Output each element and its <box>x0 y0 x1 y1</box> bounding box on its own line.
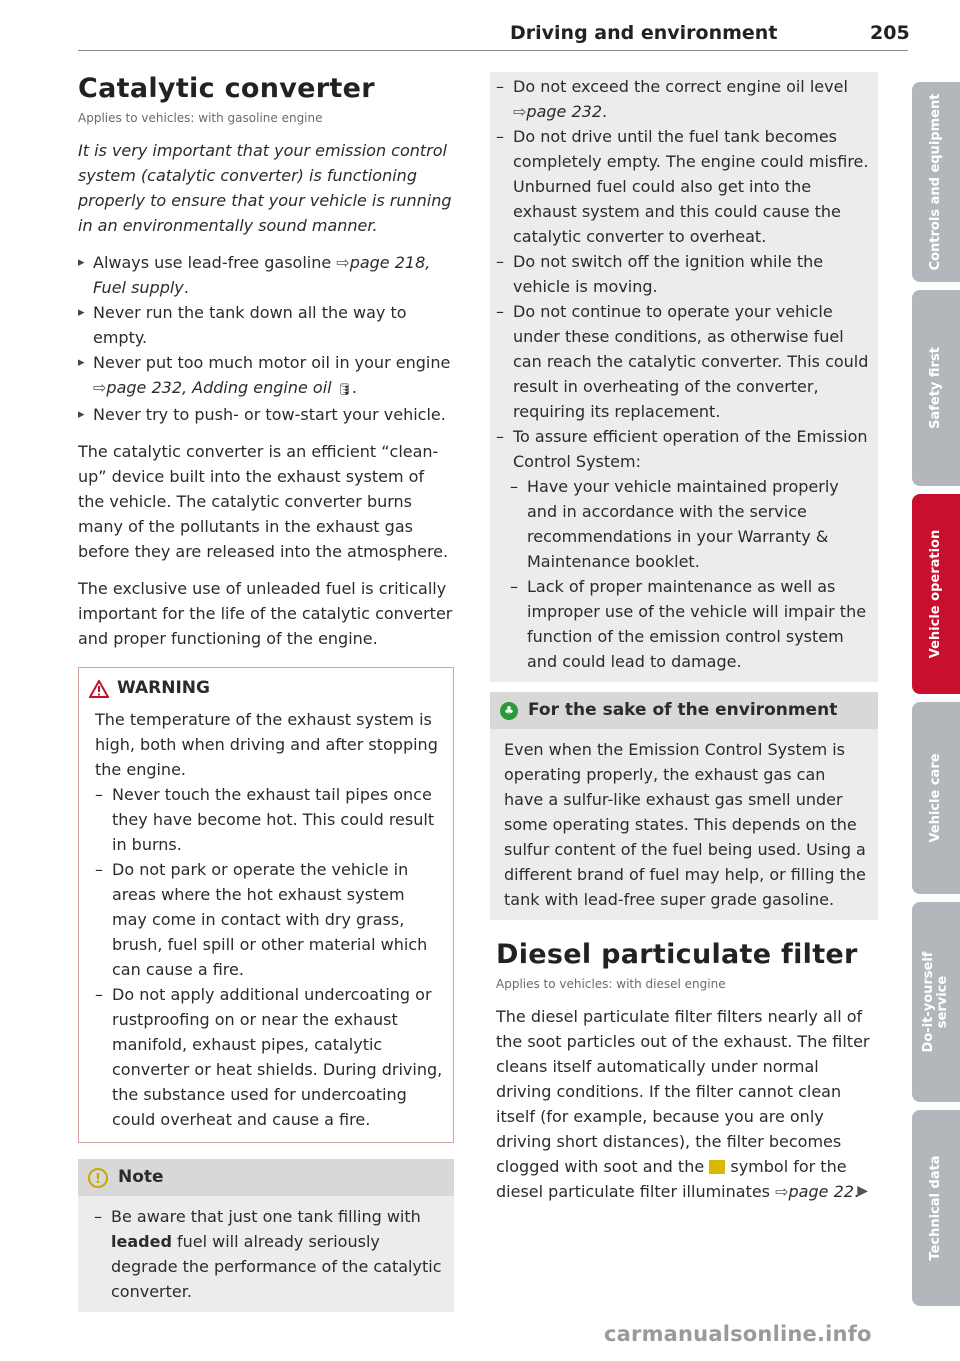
header-divider <box>78 50 908 51</box>
list-item: – To assure efficient operation of the Emission Control System: <box>496 424 872 474</box>
arrow-icon: ⇨ <box>336 253 350 272</box>
left-column <box>78 72 454 1312</box>
page-reference-link[interactable]: page 22 <box>788 1182 854 1201</box>
list-item: ▸ Never put too much motor oil in your engine ⇨page 232, Adding engine oil 🛢. <box>78 350 454 402</box>
section-title: Driving and environment <box>510 22 778 44</box>
warning-body <box>79 705 453 1142</box>
catalytic-converter-heading: Catalytic converter <box>78 73 375 104</box>
diesel-paragraph: The diesel particulate filter filters nearly all of the soot particles out of the exhaust. The filter cleans itself automatically under normal driving conditions. If the filter cannot clean itself (for example, because you are only driving short distances), the filter becomes clogged with soot and the symbol for the diesel particulate filter illuminates ⇨page 22. ▶ <box>496 1004 872 1204</box>
list-item: – Have your vehicle maintained properly and in accordance with the service recommendations in your Warranty & Maintenance booklet. <box>510 474 872 574</box>
page-reference-link[interactable]: page 232 <box>526 102 602 121</box>
diesel-applies: Applies to vehicles: with diesel engine <box>496 977 726 991</box>
environment-text: Even when the Emission Control System is operating properly, the exhaust gas can have a sulfur-like exhaust gas smell under some operating states. This depends on the sulfur content of the fuel being used. Using a different brand of fuel may help, or filling the tank with lead-free super grade gasoline. <box>504 740 866 909</box>
arrow-icon: ⇨ <box>93 378 107 397</box>
list-item: – Do not continue to operate your vehicle under these conditions, as otherwise fuel can reach the catalytic converter. This could result in overheating of the converter, requiring its replacement. <box>496 299 872 424</box>
catalytic-bullet-list <box>78 250 454 427</box>
note-label: Note <box>118 1167 164 1187</box>
oil-can-icon: 🛢 <box>336 382 352 396</box>
list-item: ▸ Never run the tank down all the way to empty. <box>78 300 454 350</box>
right-column <box>496 72 872 1216</box>
note-info-icon: ! <box>88 1168 108 1188</box>
environment-box <box>490 692 878 920</box>
watermark: carmanualsonline.info <box>604 1322 872 1346</box>
warning-triangle-icon <box>89 680 109 698</box>
note-body <box>78 1196 454 1312</box>
environment-body <box>490 729 878 920</box>
page-reference-link[interactable]: page 218, Fuel supply <box>93 253 431 297</box>
diesel-filter-heading: Diesel particulate filter <box>496 939 858 970</box>
warning-header <box>79 668 453 705</box>
list-item: – Never touch the exhaust tail pipes once they have become hot. This could result in burns. <box>95 782 443 857</box>
catalytic-paragraph-2: The exclusive use of unleaded fuel is critically important for the life of the catalytic converter and proper functioning of the engine. <box>78 579 453 648</box>
tab-vehicle-care[interactable]: Vehicle care <box>912 702 960 894</box>
page-number: 205 <box>870 22 910 44</box>
environment-header <box>490 692 878 729</box>
warning-box <box>78 667 454 1143</box>
warning-label: WARNING <box>117 678 210 698</box>
tab-safety-first[interactable]: Safety first <box>912 290 960 486</box>
catalytic-intro: It is very important that your emission control system (catalytic converter) is functioning properly to ensure that your vehicle is running in an environmentally sound manner. <box>78 141 452 235</box>
continue-arrow-icon: ▶ <box>857 1183 868 1199</box>
list-item: – Do not exceed the correct engine oil level ⇨page 232. <box>496 74 872 124</box>
nested-list <box>510 474 872 674</box>
list-item: – Do not switch off the ignition while the vehicle is moving. <box>496 249 872 299</box>
arrow-icon: ⇨ <box>513 102 527 121</box>
tab-controls-and-equipment[interactable]: Controls and equipment <box>912 82 960 282</box>
catalytic-paragraph-1: The catalytic converter is an efficient “clean-up” device built into the exhaust system of the vehicle. The catalytic converter burns many of the pollutants in the exhaust gas before they are released into the atmosphere. <box>78 442 449 561</box>
warning-intro: The temperature of the exhaust system is high, both when driving and after stopping the engine. <box>95 710 438 779</box>
list-item: – Lack of proper maintenance as well as improper use of the vehicle will impair the function of the emission control system and could lead to damage. <box>510 574 872 674</box>
warning-continued-panel <box>490 72 878 682</box>
list-item: ▸ Never try to push- or tow-start your vehicle. <box>78 402 454 427</box>
note-box <box>78 1159 454 1312</box>
list-item: ▸ Always use lead-free gasoline ⇨page 218, Fuel supply. <box>78 250 454 300</box>
list-item: – Do not drive until the fuel tank becomes completely empty. The engine could misfire. Unburned fuel could also get into the exhaust system and this could cause the catalytic converter to overheat. <box>496 124 872 249</box>
warning-list <box>95 782 443 1132</box>
catalytic-applies: Applies to vehicles: with gasoline engine <box>78 111 323 125</box>
environment-label: For the sake of the environment <box>528 700 838 720</box>
tab-vehicle-operation[interactable]: Vehicle operation <box>912 494 960 694</box>
environment-leaf-icon: ♣ <box>500 702 518 720</box>
list-item: – Do not apply additional undercoating or rustproofing on or near the exhaust manifold, exhaust pipes, catalytic converter or heat shields. During driving, the substance used for undercoating could overheat and cause a fire. <box>95 982 443 1132</box>
diesel-particulate-filter-icon <box>709 1160 725 1174</box>
tab-technical-data[interactable]: Technical data <box>912 1110 960 1306</box>
tab-do-it-yourself-service[interactable]: Do-it-yourself service <box>912 902 960 1102</box>
list-item: – Do not park or operate the vehicle in areas where the hot exhaust system may come in contact with dry grass, brush, fuel spill or other material which can cause a fire. <box>95 857 443 982</box>
continued-list <box>496 74 872 474</box>
page-reference-link[interactable]: page 232, Adding engine oil <box>106 378 332 397</box>
note-header <box>78 1159 454 1196</box>
arrow-icon: ⇨ <box>775 1182 789 1201</box>
list-item: – Be aware that just one tank filling with leaded fuel will already seriously degrade the performance of the catalytic converter. <box>94 1204 444 1304</box>
note-list <box>94 1204 444 1304</box>
